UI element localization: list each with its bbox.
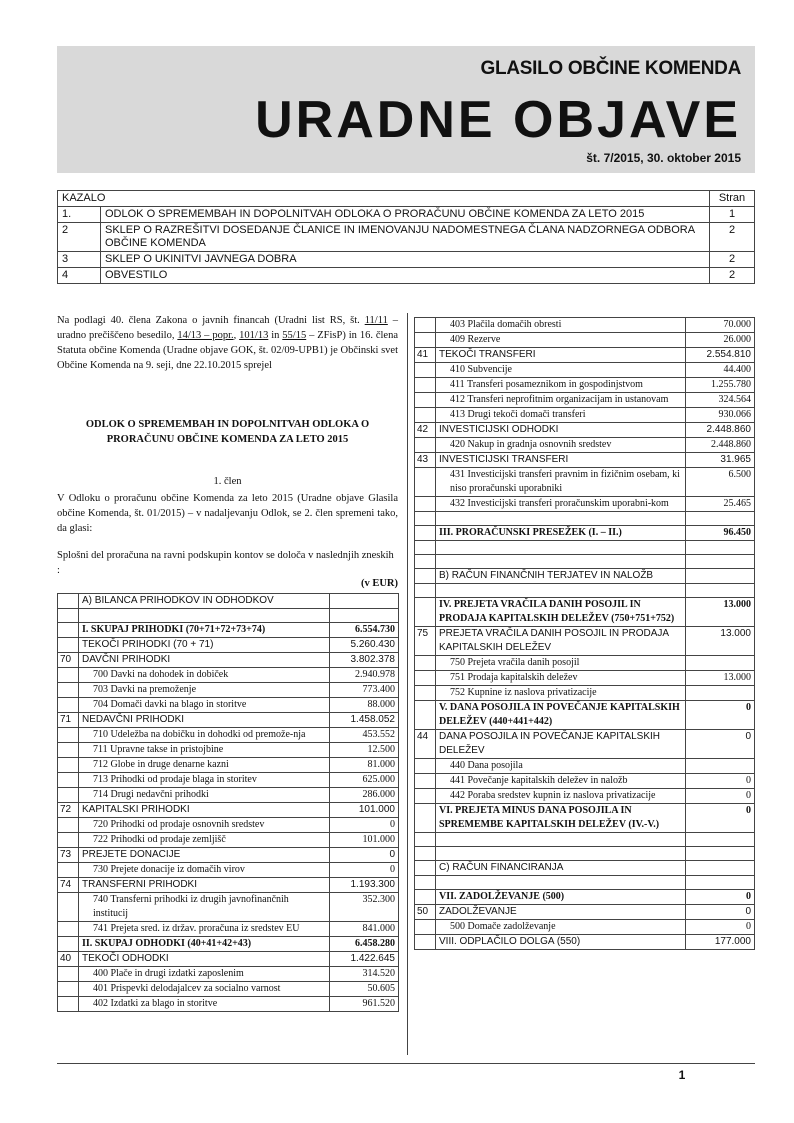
account-amount: 6.554.730	[330, 623, 399, 638]
budget-row	[415, 833, 755, 847]
toc-number: 2	[58, 223, 101, 252]
budget-row	[58, 788, 399, 803]
account-name: 741 Prejeta sred. iz držav. proračuna iz sredstev EU	[79, 922, 330, 937]
toc-number: 4	[58, 268, 101, 284]
account-name	[436, 847, 686, 861]
account-amount: 961.520	[330, 997, 399, 1012]
budget-row	[58, 922, 399, 937]
account-code	[58, 833, 79, 848]
account-amount: 5.260.430	[330, 638, 399, 653]
account-code	[415, 920, 436, 935]
account-name: 500 Domače zadolževanje	[436, 920, 686, 935]
account-name	[436, 555, 686, 569]
law-link-14-13[interactable]: 14/13 – popr.	[177, 330, 234, 341]
account-code	[415, 890, 436, 905]
budget-row	[415, 318, 755, 333]
account-amount: 6.500	[686, 468, 755, 497]
account-code	[58, 967, 79, 982]
account-code	[415, 861, 436, 876]
account-amount: 0	[330, 863, 399, 878]
budget-row	[415, 627, 755, 656]
account-name: TEKOČI ODHODKI	[79, 952, 330, 967]
budget-row	[415, 555, 755, 569]
account-amount	[686, 584, 755, 598]
account-amount	[686, 656, 755, 671]
account-amount	[686, 686, 755, 701]
account-code: 40	[58, 952, 79, 967]
account-amount: 3.802.378	[330, 653, 399, 668]
budget-row	[415, 861, 755, 876]
budget-row	[58, 937, 399, 952]
account-code: 42	[415, 423, 436, 438]
budget-row	[415, 453, 755, 468]
account-amount: 0	[686, 730, 755, 759]
budget-row	[58, 833, 399, 848]
account-amount: 2.554.810	[686, 348, 755, 363]
budget-row	[415, 686, 755, 701]
account-code	[415, 541, 436, 555]
general-part-text: Splošni del proračuna na ravni podskupin kontov se določa v naslednjih zneskih :	[57, 550, 394, 576]
account-name: 411 Transferi posameznikom in gospodinjstvom	[436, 378, 686, 393]
budget-row	[415, 701, 755, 730]
account-amount	[686, 759, 755, 774]
budget-row	[58, 653, 399, 668]
account-amount: 31.965	[686, 453, 755, 468]
account-amount: 841.000	[330, 922, 399, 937]
account-amount: 0	[686, 890, 755, 905]
currency-label: (v EUR)	[360, 578, 398, 589]
account-name: 400 Plače in drugi izdatki zaposlenim	[79, 967, 330, 982]
budget-row	[58, 848, 399, 863]
budget-row	[58, 997, 399, 1012]
account-name: 740 Transferni prihodki iz drugih javnofinančnih institucij	[79, 893, 330, 922]
account-name: 751 Prodaja kapitalskih deležev	[436, 671, 686, 686]
account-code	[58, 863, 79, 878]
budget-row	[58, 803, 399, 818]
account-name: VIII. ODPLAČILO DOLGA (550)	[436, 935, 686, 950]
budget-row	[58, 952, 399, 967]
account-name	[436, 541, 686, 555]
account-amount	[686, 876, 755, 890]
account-name	[436, 584, 686, 598]
article-heading: 1. člen	[213, 476, 242, 487]
account-amount: 1.422.645	[330, 952, 399, 967]
account-code	[415, 584, 436, 598]
account-name: 713 Prihodki od prodaje blaga in storitev	[79, 773, 330, 788]
account-name: ZADOLŽEVANJE	[436, 905, 686, 920]
budget-row	[415, 890, 755, 905]
account-name: I. SKUPAJ PRIHODKI (70+71+72+73+74)	[79, 623, 330, 638]
account-name: 730 Prejete donacije iz domačih virov	[79, 863, 330, 878]
account-code	[58, 788, 79, 803]
budget-row	[415, 584, 755, 598]
account-code: 72	[58, 803, 79, 818]
account-name: B) RAČUN FINANČNIH TERJATEV IN NALOŽB	[436, 569, 686, 584]
account-amount: 177.000	[686, 935, 755, 950]
budget-row	[415, 920, 755, 935]
budget-row	[58, 638, 399, 653]
budget-row	[415, 512, 755, 526]
budget-row	[58, 982, 399, 997]
account-name: 442 Poraba sredstev kupnin iz naslova privatizacije	[436, 789, 686, 804]
budget-row	[415, 598, 755, 627]
account-amount: 26.000	[686, 333, 755, 348]
preamble: Na podlagi 40. člena Zakona o javnih financah (Uradni list RS, št. 11/11 – uradno prečiščeno besedilo, 14/13 – popr., 101/13 in 55/15 – ZFisP) in 16. člena Statuta občine Komenda (Uradne objave GOK, št. 02/09-UPB1) je Občinski svet Občine Komenda na 9. seji, dne 22.10.2015 sprejel	[57, 315, 398, 371]
budget-row	[415, 526, 755, 541]
account-amount: 314.520	[330, 967, 399, 982]
account-code: 71	[58, 713, 79, 728]
account-amount: 0	[686, 920, 755, 935]
budget-row	[58, 728, 399, 743]
account-code: 50	[415, 905, 436, 920]
account-code	[58, 668, 79, 683]
budget-row	[58, 878, 399, 893]
account-amount: 101.000	[330, 833, 399, 848]
account-code	[415, 789, 436, 804]
budget-row	[58, 713, 399, 728]
toc-number: 1.	[58, 207, 101, 223]
toc-number: 3	[58, 252, 101, 268]
budget-row	[58, 683, 399, 698]
account-amount	[686, 555, 755, 569]
account-code	[415, 333, 436, 348]
masthead-subtitle: GLASILO OBČINE KOMENDA	[480, 58, 741, 79]
account-amount: 12.500	[330, 743, 399, 758]
account-code	[58, 683, 79, 698]
account-name: II. SKUPAJ ODHODKI (40+41+42+43)	[79, 937, 330, 952]
budget-row	[415, 438, 755, 453]
account-amount: 0	[686, 701, 755, 730]
budget-row	[58, 668, 399, 683]
account-name: V. DANA POSOJILA IN POVEČANJE KAPITALSKIH DELEŽEV (440+441+442)	[436, 701, 686, 730]
account-amount: 2.940.978	[330, 668, 399, 683]
account-amount: 0	[330, 848, 399, 863]
account-code	[415, 438, 436, 453]
budget-row	[415, 730, 755, 759]
toc-page: 2	[710, 223, 755, 252]
account-amount: 6.458.280	[330, 937, 399, 952]
account-name	[436, 512, 686, 526]
account-code	[58, 997, 79, 1012]
budget-row	[58, 773, 399, 788]
account-code	[415, 569, 436, 584]
account-name: 710 Udeležba na dobičku in dohodki od premože-nja	[79, 728, 330, 743]
account-code	[58, 922, 79, 937]
budget-row	[415, 378, 755, 393]
budget-row	[58, 609, 399, 623]
account-name: 420 Nakup in gradnja osnovnih sredstev	[436, 438, 686, 453]
account-amount	[330, 594, 399, 609]
account-code	[58, 698, 79, 713]
account-name: TRANSFERNI PRIHODKI	[79, 878, 330, 893]
account-code	[415, 598, 436, 627]
account-amount	[686, 569, 755, 584]
account-name	[436, 833, 686, 847]
account-name: PREJETA VRAČILA DANIH POSOJIL IN PRODAJA KAPITALSKIH DELEŽEV	[436, 627, 686, 656]
account-code	[58, 743, 79, 758]
account-code	[415, 804, 436, 833]
budget-row	[415, 789, 755, 804]
account-code	[58, 623, 79, 638]
account-name: DANA POSOJILA IN POVEČANJE KAPITALSKIH DELEŽEV	[436, 730, 686, 759]
budget-row	[415, 905, 755, 920]
toc-header-row	[58, 191, 755, 207]
budget-row	[58, 743, 399, 758]
budget-row	[415, 468, 755, 497]
toc-row[interactable]	[58, 268, 755, 284]
issue-info: št. 7/2015, 30. oktober 2015	[586, 151, 741, 165]
law-link-101-13[interactable]: 101/13	[239, 330, 269, 341]
toc-page: 1	[710, 207, 755, 223]
account-name: 704 Domači davki na blago in storitve	[79, 698, 330, 713]
account-amount: 13.000	[686, 627, 755, 656]
toc-page: 2	[710, 268, 755, 284]
budget-row	[58, 698, 399, 713]
toc-contents-header: KAZALO	[58, 191, 710, 207]
account-name: 714 Drugi nedavčni prihodki	[79, 788, 330, 803]
account-amount	[330, 609, 399, 623]
account-code	[415, 393, 436, 408]
account-amount: 0	[686, 774, 755, 789]
account-code: 74	[58, 878, 79, 893]
account-amount: 0	[330, 818, 399, 833]
account-amount: 1.255.780	[686, 378, 755, 393]
account-amount: 25.465	[686, 497, 755, 512]
account-name: III. PRORAČUNSKI PRESEŽEK (I. – II.)	[436, 526, 686, 541]
budget-row	[415, 876, 755, 890]
account-code	[58, 594, 79, 609]
account-amount: 286.000	[330, 788, 399, 803]
account-code: 75	[415, 627, 436, 656]
account-amount: 96.450	[686, 526, 755, 541]
account-name: VI. PREJETA MINUS DANA POSOJILA IN SPREMEMBE KAPITALSKIH DELEŽEV (IV.-V.)	[436, 804, 686, 833]
account-amount: 50.605	[330, 982, 399, 997]
account-name: 752 Kupnine iz naslova privatizacije	[436, 686, 686, 701]
account-name: A) BILANCA PRIHODKOV IN ODHODKOV	[79, 594, 330, 609]
account-name	[79, 609, 330, 623]
account-amount	[686, 541, 755, 555]
account-code	[415, 701, 436, 730]
account-amount	[686, 847, 755, 861]
account-amount	[686, 833, 755, 847]
account-amount: 13.000	[686, 598, 755, 627]
budget-row	[415, 423, 755, 438]
account-code: 44	[415, 730, 436, 759]
table-of-contents	[57, 190, 755, 284]
toc-row[interactable]	[58, 207, 755, 223]
account-amount: 453.552	[330, 728, 399, 743]
budget-row	[415, 363, 755, 378]
account-code	[415, 847, 436, 861]
account-amount: 0	[686, 804, 755, 833]
account-amount: 625.000	[330, 773, 399, 788]
toc-title: OBVESTILO	[101, 268, 710, 284]
account-code: 41	[415, 348, 436, 363]
account-name: TEKOČI PRIHODKI (70 + 71)	[79, 638, 330, 653]
page-number: 1	[678, 1068, 686, 1082]
account-code	[58, 773, 79, 788]
account-code	[415, 671, 436, 686]
account-code	[415, 833, 436, 847]
budget-row	[415, 348, 755, 363]
budget-row	[415, 541, 755, 555]
account-amount: 81.000	[330, 758, 399, 773]
account-code	[415, 512, 436, 526]
decree-title: ODLOK O SPREMEMBAH IN DOPOLNITVAH ODLOKA O PRORAČUNU OBČINE KOMENDA ZA LETO 2015	[85, 419, 370, 445]
account-name: 700 Davki na dohodek in dobiček	[79, 668, 330, 683]
account-code	[58, 893, 79, 922]
account-code: 73	[58, 848, 79, 863]
account-amount	[686, 861, 755, 876]
budget-row	[415, 804, 755, 833]
account-code	[415, 656, 436, 671]
budget-row	[58, 967, 399, 982]
account-name: KAPITALSKI PRIHODKI	[79, 803, 330, 818]
toc-page: 2	[710, 252, 755, 268]
account-amount: 0	[686, 905, 755, 920]
account-code	[58, 758, 79, 773]
account-name: IV. PREJETA VRAČILA DANIH POSOJIL IN PRODAJA KAPITALSKIH DELEŽEV (750+751+752)	[436, 598, 686, 627]
account-name: NEDAVČNI PRIHODKI	[79, 713, 330, 728]
account-code	[58, 638, 79, 653]
account-code	[415, 526, 436, 541]
account-amount: 930.066	[686, 408, 755, 423]
account-name: 711 Upravne takse in pristojbine	[79, 743, 330, 758]
account-name: 431 Investicijski transferi pravnim in fizičnim osebam, ki niso proračunski uporabniki	[436, 468, 686, 497]
footer-rule	[57, 1063, 755, 1064]
law-link-11-11[interactable]: 11/11	[364, 315, 388, 326]
budget-row	[58, 818, 399, 833]
account-code	[415, 935, 436, 950]
account-amount: 44.400	[686, 363, 755, 378]
account-code	[415, 318, 436, 333]
article-text: V Odloku o proračunu občine Komenda za leto 2015 (Uradne objave Glasila občine Komenda, št. 01/2015) – v nadaljevanju Odlok, se 2. člen spremeni tako, da glasi:	[57, 493, 398, 534]
account-amount: 324.564	[686, 393, 755, 408]
account-code	[415, 408, 436, 423]
budget-row	[58, 758, 399, 773]
budget-row	[415, 774, 755, 789]
law-link-55-15[interactable]: 55/15	[282, 330, 307, 341]
masthead	[57, 46, 755, 173]
account-name: C) RAČUN FINANCIRANJA	[436, 861, 686, 876]
account-code	[415, 555, 436, 569]
account-name: 412 Transferi neprofitnim organizacijam in ustanovam	[436, 393, 686, 408]
account-name: INVESTICIJSKI TRANSFERI	[436, 453, 686, 468]
column-divider	[407, 313, 408, 1055]
account-code: 70	[58, 653, 79, 668]
account-code	[58, 609, 79, 623]
budget-table-left	[57, 593, 399, 1012]
account-name: 441 Povečanje kapitalskih deležev in naložb	[436, 774, 686, 789]
account-name	[436, 876, 686, 890]
account-amount: 0	[686, 789, 755, 804]
toc-row[interactable]	[58, 223, 755, 252]
account-name: 410 Subvencije	[436, 363, 686, 378]
budget-row	[415, 847, 755, 861]
toc-row[interactable]	[58, 252, 755, 268]
account-code	[58, 982, 79, 997]
account-name: TEKOČI TRANSFERI	[436, 348, 686, 363]
account-amount	[686, 512, 755, 526]
account-code	[415, 378, 436, 393]
budget-row	[58, 623, 399, 638]
account-name: 413 Drugi tekoči domači transferi	[436, 408, 686, 423]
account-amount: 352.300	[330, 893, 399, 922]
account-code	[415, 497, 436, 512]
account-code	[415, 759, 436, 774]
account-name: 712 Globe in druge denarne kazni	[79, 758, 330, 773]
account-amount: 1.193.300	[330, 878, 399, 893]
account-code: 43	[415, 453, 436, 468]
account-code	[415, 774, 436, 789]
masthead-title: URADNE OBJAVE	[255, 91, 741, 149]
account-name: 403 Plačila domačih obresti	[436, 318, 686, 333]
budget-row	[415, 393, 755, 408]
toc-page-header: Stran	[710, 191, 755, 207]
account-code	[415, 876, 436, 890]
budget-row	[415, 408, 755, 423]
toc-title: SKLEP O UKINITVI JAVNEGA DOBRA	[101, 252, 710, 268]
budget-row	[415, 333, 755, 348]
account-name: 750 Prejeta vračila danih posojil	[436, 656, 686, 671]
budget-row	[415, 656, 755, 671]
account-name: 720 Prihodki od prodaje osnovnih sredstev	[79, 818, 330, 833]
account-name: DAVČNI PRIHODKI	[79, 653, 330, 668]
account-name: 409 Rezerve	[436, 333, 686, 348]
budget-row	[415, 671, 755, 686]
account-name: VII. ZADOLŽEVANJE (500)	[436, 890, 686, 905]
account-name: INVESTICIJSKI ODHODKI	[436, 423, 686, 438]
account-amount: 70.000	[686, 318, 755, 333]
budget-row	[415, 497, 755, 512]
account-name: 440 Dana posojila	[436, 759, 686, 774]
account-name: 401 Prispevki delodajalcev za socialno varnost	[79, 982, 330, 997]
account-name: 432 Investicijski transferi proračunskim uporabni-kom	[436, 497, 686, 512]
toc-title: ODLOK O SPREMEMBAH IN DOPOLNITVAH ODLOKA O PRORAČUNU OBČINE KOMENDA ZA LETO 2015	[101, 207, 710, 223]
account-name: 722 Prihodki od prodaje zemljišč	[79, 833, 330, 848]
account-amount: 1.458.052	[330, 713, 399, 728]
account-name: PREJETE DONACIJE	[79, 848, 330, 863]
budget-row	[415, 759, 755, 774]
account-code	[415, 686, 436, 701]
budget-row	[58, 594, 399, 609]
account-amount: 2.448.860	[686, 423, 755, 438]
account-amount: 101.000	[330, 803, 399, 818]
account-name: 402 Izdatki za blago in storitve	[79, 997, 330, 1012]
account-code	[415, 363, 436, 378]
budget-table-right	[414, 317, 755, 950]
account-amount: 88.000	[330, 698, 399, 713]
account-amount: 773.400	[330, 683, 399, 698]
budget-row	[415, 935, 755, 950]
account-code	[415, 468, 436, 497]
account-code	[58, 937, 79, 952]
account-name: 703 Davki na premoženje	[79, 683, 330, 698]
account-amount: 13.000	[686, 671, 755, 686]
budget-row	[58, 893, 399, 922]
toc-title: SKLEP O RAZREŠITVI DOSEDANJE ČLANICE IN IMENOVANJU NADOMESTNEGA ČLANA NADZORNEGA ODBORA OBČINE KOMENDA	[101, 223, 710, 252]
budget-row	[58, 863, 399, 878]
account-code	[58, 818, 79, 833]
account-code	[58, 728, 79, 743]
account-amount: 2.448.860	[686, 438, 755, 453]
budget-row	[415, 569, 755, 584]
